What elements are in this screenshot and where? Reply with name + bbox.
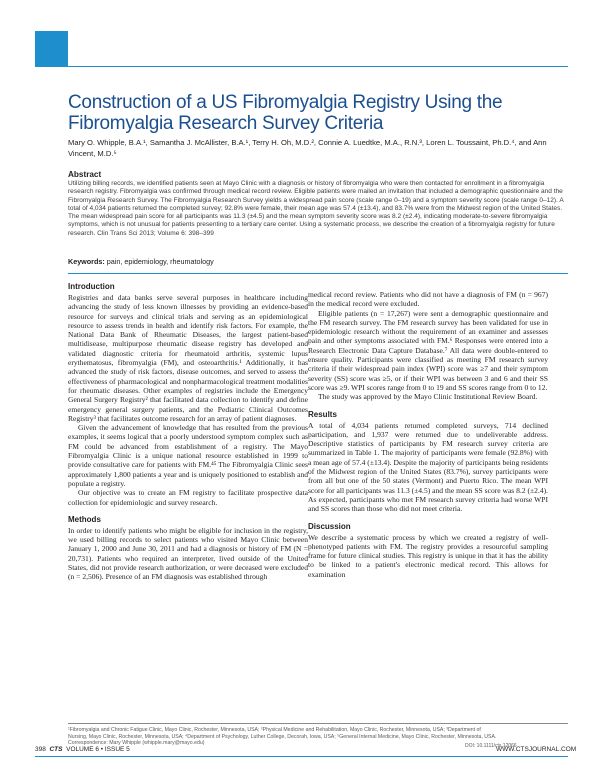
issue-info: VOLUME 6 • ISSUE 5: [66, 746, 130, 753]
methods-paragraph-2: medical record review. Patients who did not have a diagnosis of FM (n = 967) in the medical record were excluded.: [308, 290, 548, 309]
keywords: [68, 257, 568, 266]
methods-heading: Methods: [68, 514, 101, 524]
footer-rule: [35, 756, 568, 757]
results-heading: Results: [308, 409, 337, 419]
author-list: Mary O. Whipple, B.A.¹, Samantha J. McAllister, B.A.¹, Terry H. Oh, M.D.², Connie A. Luedtke, M.A., R.N.³, Loren L. Toussaint, Ph.D.⁴, and Ann Vincent, M.D.⁵: [68, 138, 547, 158]
footnote-line: Correspondence: Mary Whipple (whipple.mary@mayo.edu): [68, 740, 205, 747]
journal-logo: CTS: [49, 746, 63, 753]
methods-paragraph-3: Eligible patients (n = 17,267) were sent a demographic questionnaire and the FM research survey. The FM research survey has been validated for use in epidemiologic research without the requirement of an examiner and assesses pain and other symptoms associated with FM.⁶ Responses were entered into a Research Electronic Data Capture Database.⁷ All data were double-entered to ensure quality. Participants were classified as meeting FM research survey criteria if their widespread pain index (WPI) score was ≥7 and their symptom severity (SS) score was ≥5, or if their WPI was between 3 and 6 and their SS score was ≥9. WPI scores range from 0 to 19 and SS scores range from 0 to 12.: [308, 308, 548, 392]
page-number: 398: [35, 746, 46, 753]
footnote-rule: [68, 723, 568, 724]
methods-paragraph-4: The study was approved by the Mayo Clinic Institutional Review Board.: [318, 392, 538, 402]
results-paragraph-1: A total of 4,034 patients returned completed surveys, 714 declined participation, and 1,937 were returned due to undeliverable address. Descriptive statistics of participants by FM research survey criteria are summarized in Table 1. The majority of participants were female (92.8%) with a mean age of 57.4 (±13.4). Despite the majority of participants being residents of the Midwest region of the United States (83.7%), survey participants were from all but one of the 50 states (Vermont) and Puerto Rico. The mean WPI score for all participants was 11.3 (±4.5) and the mean SS score was 8.2 (±2.4). As expected, participants who met FM research survey criteria had worse WPI and SS scores than those who did not meet criteria.: [308, 420, 548, 514]
journal-url[interactable]: WWW.CTSJOURNAL.COM: [496, 746, 577, 753]
discussion-heading: Discussion: [308, 521, 351, 531]
discussion-paragraph-1: We describe a systematic process by which we created a registry of well-phenotyped patients with FM. The registry provides a resourceful sampling frame for future clinical studies. This registry is unique in that it has the ability to be linked to a patient's electronic medical record. This allows for examination: [308, 532, 548, 579]
page-footer-left: [35, 746, 130, 753]
abstract-text: Utilizing billing records, we identified patients seen at Mayo Clinic with a diagnosis or history of fibromyalgia who were then contacted for enrollment in a fibromyalgia research registry. Fibromyalgia was confirmed through medical record review. Eligible patients were mailed an invitation that included a demographic questionnaire and the Fibromyalgia Research Survey. The Fibromyalgia Research Survey yields a widespread pain score (scale range 0–19) and a symptom severity score (scale range 0–12). A total of 4,034 patients returned the completed survey; 92.8% were female, their mean age was 57.4 (±13.4), and 83.7% were from the Midwest region of the United States. The mean widespread pain score for all participants was 11.3 (±4.5) and the mean symptom severity score was 8.2 (±2.4), indicating moderate-to-severe fibromyalgia symptoms, which is not unusual for patients presenting to a tertiary care center. Using a systematic process, we describe the creation of a fibromyalgia registry for future research. Clin Trans Sci 2013; Volume 6: 398–399: [68, 180, 564, 237]
introduction-heading: Introduction: [68, 282, 115, 291]
left-column: [68, 282, 308, 582]
footnote-line: ¹Fibromyalgia and Chronic Fatigue Clinic, Mayo Clinic, Rochester, Minnesota, USA; ²Physical Medicine and Rehabilitation, Mayo Clinic, Rochester, Minnesota, USA; ³Department of: [68, 727, 481, 733]
keywords-text: pain, epidemiology, rheumatology: [104, 257, 214, 266]
keywords-label: Keywords:: [68, 257, 105, 266]
header-rule: [68, 66, 568, 67]
right-column: [308, 290, 548, 579]
intro-paragraph-3: Our objective was to create an FM registry to facilitate prospective data collection for epidemiologic and survey research.: [68, 488, 308, 507]
article-title: Construction of a US Fibromyalgia Registry Using the Fibromyalgia Research Survey Criteria: [68, 92, 503, 134]
section-rule: [68, 273, 568, 274]
abstract-heading: Abstract: [68, 170, 102, 179]
intro-paragraph-1: Registries and data banks serve several purposes in healthcare including advancing the study of less known illnesses by providing an evidence-based resource for surveys and clinical trials and serving as an epidemiological resource to assess trends in health and identify risk factors. For example, the National Data Bank of Rheumatic Diseases, the largest patient-based multidisease, multipurpose rheumatic disease registry has developed and validated diagnostic criteria for rheumatoid arthritis, systemic lupus erythematosus, fibromyalgia (FM), and osteoarthritis.¹ Additionally, it has advanced the study of risk factors, disease outcomes, and served to assess the effectiveness of pharmacological and nonpharmacological treatment modalities for rheumatic diseases. Other examples of registries include the Emergency General Surgery Registry² that facilitated data collection to identify and define emergency general surgery patients, and the Pediatric Clinical Outcomes Registry³ that facilitates outcome research for an array of patient diagnoses.: [68, 293, 308, 423]
methods-paragraph-1: In order to identify patients who might be eligible for inclusion in the registry, we used billing records to select patients who visited Mayo Clinic between January 1, 2000 and June 30, 2011 and had a diagnosis or history of FM (N = 20,731). Patients who required an interpreter, lived outside of the United States, did not provide research authorization, or were deceased were excluded (n = 2,506). Presence of an FM diagnosis was established through: [68, 525, 308, 582]
doi: DOI: 10.1111/cts.12066: [465, 743, 517, 749]
intro-paragraph-2: Given the advancement of knowledge that has resulted from the previous examples, it seems logical that a poorly understood symptom complex such as FM could be advanced from establishment of a registry. The Mayo Fibromyalgia Clinic is a unique national resource established in 1999 to provide consultative care for patients with FM.⁴⁵ The Fibromyalgia Clinic sees approximately 1,800 patients a year and is uniquely positioned to establish and populate a registry.: [68, 423, 308, 488]
header-accent-block: [35, 31, 68, 67]
footnote-line: Nursing, Mayo Clinic, Rochester, Minnesota, USA; ⁴Department of Psychology, Luther College, Decorah, Iowa, USA; ⁵General Internal Medicine, Mayo Clinic, Rochester, Minnesota, USA.: [68, 733, 497, 740]
